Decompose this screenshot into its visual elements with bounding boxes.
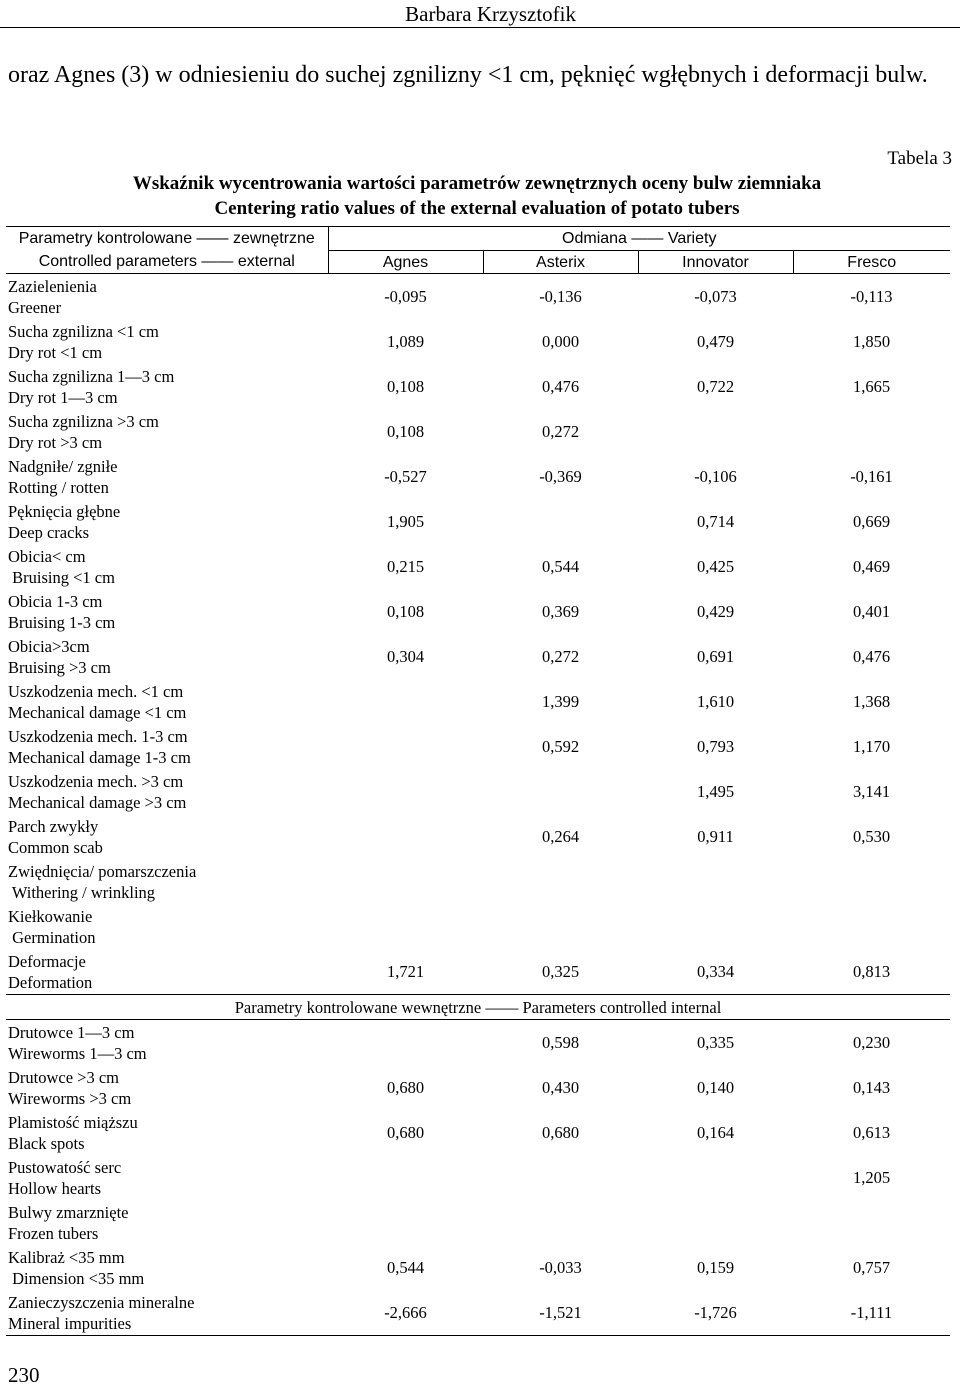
parameter-name-polish: Pustowatość serc (8, 1157, 122, 1177)
parameter-name-english: Hollow hearts (8, 1178, 102, 1198)
header-variety-fresco: Fresco (793, 251, 950, 274)
value-cell-asterix: 0,325 (541, 962, 580, 981)
value-cell-asterix (483, 859, 638, 904)
data-table (6, 226, 950, 1336)
value-cell-agnes: 0,680 (386, 1123, 425, 1142)
value-cell-fresco: 0,757 (852, 1258, 891, 1277)
value-cell-agnes (328, 1200, 483, 1245)
parameter-name-english: Common scab (8, 837, 103, 857)
value-cell-asterix: 0,544 (541, 557, 580, 576)
table-row (6, 769, 950, 814)
value-cell-asterix (483, 499, 638, 544)
parameter-name-polish: Uszkodzenia mech. 1-3 cm (8, 726, 188, 746)
parameter-name-english: Bruising <1 cm (8, 567, 115, 587)
value-cell-agnes: 1,905 (386, 512, 425, 531)
parameter-name-polish: Obicia 1-3 cm (8, 591, 103, 611)
parameter-name-english: Deep cracks (8, 522, 90, 542)
parameter-name-english: Rotting / rotten (8, 477, 109, 497)
parameter-name-english: Wireworms >3 cm (8, 1088, 132, 1108)
value-cell-innovator: -1,726 (638, 1290, 793, 1336)
parameter-name-polish: Drutowce >3 cm (8, 1067, 120, 1087)
parameter-name-polish: Nadgniłe/ zgniłe (8, 456, 118, 476)
value-cell-fresco: 1,368 (852, 692, 891, 711)
running-header-author: Barbara Krzysztofik (405, 2, 576, 26)
parameter-name-english: Dimension <35 mm (8, 1268, 145, 1288)
value-cell-asterix: -0,369 (539, 467, 582, 486)
table-title-english: Centering ratio values of the external evaluation of potato tubers (214, 198, 740, 219)
value-cell-asterix (483, 1155, 638, 1200)
parameter-name (6, 319, 328, 364)
table-title-polish: Wskaźnik wycentrowania wartości parametrów zewnętrznych oceny bulw ziemniaka (132, 173, 822, 194)
value-cell-agnes (328, 904, 483, 949)
value-cell-innovator: 0,691 (696, 647, 735, 666)
table-row (6, 364, 950, 409)
parameter-name-english: Frozen tubers (8, 1223, 99, 1243)
parameter-name-english: Dry rot 1—3 cm (8, 387, 118, 407)
value-cell-agnes: 0,215 (386, 557, 425, 576)
parameter-name-polish: Kiełkowanie (8, 906, 93, 926)
table-row (6, 1245, 950, 1290)
table-body (6, 227, 950, 1336)
parameter-name-polish: Pęknięcia głębne (8, 501, 121, 521)
table-row (6, 499, 950, 544)
parameter-name-english: Deformation (8, 972, 93, 992)
parameter-name (6, 859, 328, 904)
value-cell-fresco: 0,613 (852, 1123, 891, 1142)
value-cell-asterix: 0,000 (541, 332, 580, 351)
value-cell-innovator: 0,159 (696, 1258, 735, 1277)
header-rule (0, 27, 960, 28)
table-row (6, 634, 950, 679)
value-cell-innovator: 0,911 (697, 827, 734, 846)
value-cell-fresco: 0,530 (852, 827, 891, 846)
parameter-name-polish: Sucha zgnilizna >3 cm (8, 411, 159, 431)
parameter-name-polish: Obicia< cm (8, 546, 86, 566)
value-cell-asterix: 0,369 (541, 602, 580, 621)
parameter-name-english: Mineral impurities (8, 1313, 132, 1333)
parameter-name (6, 1200, 328, 1245)
value-cell-fresco: 0,401 (852, 602, 891, 621)
value-cell-agnes (328, 1020, 483, 1066)
value-cell-asterix: -1,521 (483, 1290, 638, 1336)
parameter-name-polish: Deformacje (8, 951, 86, 971)
value-cell-fresco: 0,143 (852, 1078, 891, 1097)
parameter-name-polish: Drutowce 1—3 cm (8, 1022, 135, 1042)
parameter-name (6, 724, 328, 769)
value-cell-innovator: 1,610 (696, 692, 735, 711)
value-cell-asterix: -0,033 (539, 1258, 582, 1277)
parameter-name (6, 1020, 328, 1066)
value-cell-asterix: 1,399 (541, 692, 580, 711)
value-cell-innovator: -0,073 (694, 287, 737, 306)
value-cell-asterix: 0,598 (541, 1033, 580, 1052)
parameter-name-english: Mechanical damage <1 cm (8, 702, 187, 722)
header-variety: Odmiana —— Variety (328, 227, 950, 251)
value-cell-innovator: 1,495 (696, 782, 735, 801)
value-cell-asterix: 0,430 (541, 1078, 580, 1097)
parameter-name-polish: Sucha zgnilizna 1—3 cm (8, 366, 175, 386)
table-row (6, 544, 950, 589)
value-cell-agnes (328, 859, 483, 904)
value-cell-fresco (793, 409, 950, 454)
table-row (6, 1020, 950, 1066)
parameter-name-english: Mechanical damage 1-3 cm (8, 747, 191, 767)
table-row (6, 1155, 950, 1200)
parameter-name-english: Germination (8, 927, 96, 947)
value-cell-innovator (638, 409, 793, 454)
value-cell-innovator (638, 904, 793, 949)
header-param-en: Controlled parameters —— external (6, 251, 328, 274)
value-cell-agnes (328, 679, 483, 724)
parameter-name (6, 904, 328, 949)
header-variety-asterix: Asterix (483, 251, 638, 274)
table-row (6, 589, 950, 634)
table-row (6, 679, 950, 724)
parameter-name (6, 679, 328, 724)
parameter-name (6, 814, 328, 859)
value-cell-agnes: 0,108 (386, 602, 425, 621)
value-cell-agnes: 0,680 (386, 1078, 425, 1097)
value-cell-agnes: 0,108 (386, 422, 425, 441)
parameter-name-polish: Zwiędnięcia/ pomarszczenia (8, 861, 197, 881)
value-cell-innovator: 0,335 (696, 1033, 735, 1052)
value-cell-agnes: 0,108 (386, 377, 425, 396)
value-cell-fresco: 0,476 (852, 647, 891, 666)
table-row (6, 1290, 950, 1336)
value-cell-innovator: 0,164 (696, 1123, 735, 1142)
parameter-name-polish: Parch zwykły (8, 816, 99, 836)
table-header-row-1 (6, 227, 950, 251)
value-cell-agnes: -0,095 (384, 287, 427, 306)
parameter-name-polish: Kalibraż <35 mm (8, 1247, 125, 1267)
parameter-name-polish: Bulwy zmarznięte (8, 1202, 129, 1222)
value-cell-asterix (483, 1200, 638, 1245)
value-cell-fresco (793, 859, 950, 904)
parameter-name (6, 274, 328, 320)
value-cell-fresco: 0,813 (852, 962, 891, 981)
parameter-name (6, 634, 328, 679)
parameter-name-polish: Plamistość miąższu (8, 1112, 138, 1132)
parameter-name-english: Bruising 1-3 cm (8, 612, 116, 632)
parameter-name (6, 544, 328, 589)
value-cell-innovator: 0,714 (696, 512, 735, 531)
page-number: 230 (8, 1363, 40, 1387)
value-cell-agnes: -0,527 (384, 467, 427, 486)
value-cell-fresco: 1,205 (852, 1168, 891, 1187)
value-cell-innovator (638, 1155, 793, 1200)
parameter-name-english: Dry rot >3 cm (8, 432, 103, 452)
parameter-name-polish: Zanieczyszczenia mineralne (8, 1292, 195, 1312)
parameter-name-english: Dry rot <1 cm (8, 342, 103, 362)
intro-paragraph: oraz Agnes (3) w odniesieniu do suchej zgnilizny <1 cm, pęknięć wgłębnych i deformacji bulw. (8, 62, 928, 88)
parameter-name (6, 1065, 328, 1110)
value-cell-fresco: 1,665 (852, 377, 891, 396)
value-cell-agnes (328, 724, 483, 769)
table-row (6, 814, 950, 859)
parameter-name-polish: Zazielenienia (8, 276, 97, 296)
value-cell-asterix: 0,680 (541, 1123, 580, 1142)
parameter-name (6, 364, 328, 409)
value-cell-agnes (328, 814, 483, 859)
parameter-name-english: Greener (8, 297, 62, 317)
value-cell-fresco: 1,850 (852, 332, 891, 351)
value-cell-fresco (793, 904, 950, 949)
parameter-name-polish: Obicia>3cm (8, 636, 90, 656)
header-variety-innovator: Innovator (638, 251, 793, 274)
value-cell-asterix: 0,264 (541, 827, 580, 846)
table-row (6, 1065, 950, 1110)
parameter-name (6, 1155, 328, 1200)
parameter-name (6, 589, 328, 634)
parameter-name (6, 409, 328, 454)
value-cell-asterix: 0,592 (541, 737, 580, 756)
parameter-name (6, 499, 328, 544)
table-row (6, 274, 950, 320)
parameter-name-english: Black spots (8, 1133, 85, 1153)
value-cell-asterix: 0,272 (541, 647, 580, 666)
value-cell-fresco: 0,469 (852, 557, 891, 576)
value-cell-fresco: -0,161 (850, 467, 893, 486)
value-cell-fresco: -0,113 (850, 287, 893, 306)
table-row (6, 1110, 950, 1155)
parameter-name (6, 454, 328, 499)
table-row (6, 859, 950, 904)
parameter-name (6, 949, 328, 995)
value-cell-innovator: 0,722 (696, 377, 735, 396)
table-row (6, 319, 950, 364)
value-cell-agnes: 0,544 (386, 1258, 425, 1277)
value-cell-innovator (638, 1200, 793, 1245)
parameter-name-polish: Sucha zgnilizna <1 cm (8, 321, 159, 341)
section-internal-row (6, 995, 950, 1020)
value-cell-asterix (483, 769, 638, 814)
value-cell-agnes: 1,721 (386, 962, 425, 981)
parameter-name-polish: Uszkodzenia mech. <1 cm (8, 681, 184, 701)
value-cell-innovator: 0,334 (696, 962, 735, 981)
table-row (6, 454, 950, 499)
value-cell-innovator: 0,793 (696, 737, 735, 756)
value-cell-fresco: 0,230 (852, 1033, 891, 1052)
parameter-name-english: Withering / wrinkling (8, 882, 156, 902)
parameter-name-polish: Uszkodzenia mech. >3 cm (8, 771, 184, 791)
parameter-name (6, 769, 328, 814)
table-row (6, 724, 950, 769)
value-cell-asterix: -0,136 (539, 287, 582, 306)
table-header-row-2 (6, 251, 950, 274)
header-variety-agnes: Agnes (328, 251, 483, 274)
value-cell-fresco: 1,170 (852, 737, 891, 756)
section-internal-heading: Parametry kontrolowane wewnętrzne —— Parameters controlled internal (6, 995, 950, 1020)
table-row (6, 904, 950, 949)
value-cell-fresco: -1,111 (793, 1290, 950, 1336)
value-cell-asterix: 0,272 (541, 422, 580, 441)
parameter-name (6, 1290, 328, 1336)
parameter-name (6, 1245, 328, 1290)
table-row (6, 1200, 950, 1245)
value-cell-innovator: 0,479 (696, 332, 735, 351)
value-cell-agnes (328, 769, 483, 814)
value-cell-asterix (483, 904, 638, 949)
value-cell-fresco (793, 1200, 950, 1245)
value-cell-innovator: -0,106 (694, 467, 737, 486)
table-row (6, 949, 950, 995)
value-cell-agnes: 1,089 (386, 332, 425, 351)
value-cell-fresco: 0,669 (852, 512, 891, 531)
value-cell-fresco: 3,141 (852, 782, 891, 801)
parameter-name-english: Bruising >3 cm (8, 657, 111, 677)
table-row (6, 409, 950, 454)
value-cell-agnes: 0,304 (386, 647, 425, 666)
value-cell-innovator (638, 859, 793, 904)
table-label: Tabela 3 (887, 148, 952, 169)
value-cell-asterix: 0,476 (541, 377, 580, 396)
value-cell-innovator: 0,425 (696, 557, 735, 576)
value-cell-agnes: -2,666 (328, 1290, 483, 1336)
parameter-name (6, 1110, 328, 1155)
value-cell-innovator: 0,140 (696, 1078, 735, 1097)
parameter-name-english: Wireworms 1—3 cm (8, 1043, 147, 1063)
value-cell-innovator: 0,429 (696, 602, 735, 621)
value-cell-agnes (328, 1155, 483, 1200)
parameter-name-english: Mechanical damage >3 cm (8, 792, 187, 812)
header-param-pl: Parametry kontrolowane —— zewnętrzne (6, 227, 328, 251)
